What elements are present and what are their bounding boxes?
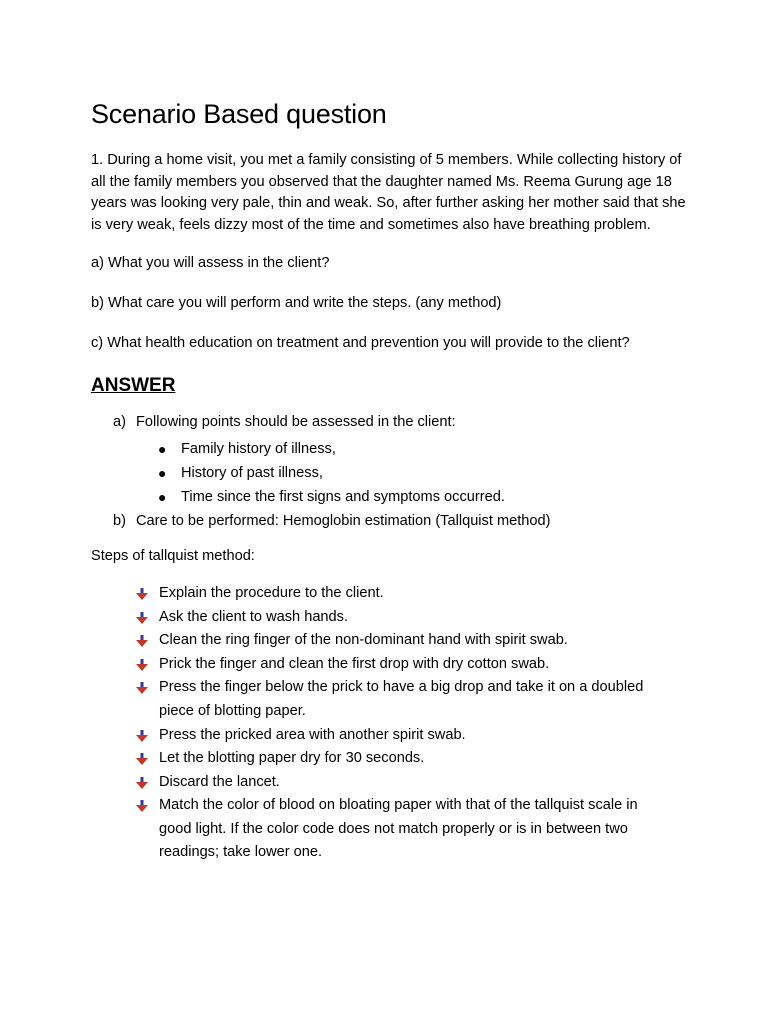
- list-item: [91, 485, 691, 509]
- down-arrow-bullet-icon: [136, 635, 148, 647]
- list-item: [91, 606, 659, 630]
- answer-b-text: Care to be performed: Hemoglobin estimation (Tallquist method): [136, 512, 551, 529]
- question-b: b) What care you will perform and write the steps. (any method): [91, 294, 502, 311]
- list-item: [91, 676, 659, 723]
- list-item: [91, 653, 659, 677]
- answer-a-text: Following points should be assessed in the client:: [136, 414, 456, 431]
- down-arrow-bullet-icon: [136, 659, 148, 671]
- list-item-text: Prick the finger and clean the first drop with dry cotton swab.: [159, 655, 550, 672]
- list-item-text: Match the color of blood on bloating paper with that of the tallquist scale in good light. If the color code does not match properly or is in between two readings; take lower one.: [159, 797, 638, 861]
- list-item-text: Let the blotting paper dry for 30 seconds.: [159, 750, 425, 767]
- list-item-text: Press the pricked area with another spirit swab.: [159, 726, 466, 743]
- down-arrow-bullet-icon: [136, 612, 148, 624]
- list-item-text: Time since the first signs and symptoms occurred.: [181, 488, 505, 505]
- list-item: [91, 582, 659, 606]
- list-item: [91, 794, 659, 865]
- list-item: [91, 629, 659, 653]
- document-page: [91, 96, 691, 865]
- bullet-icon: ●: [158, 440, 167, 457]
- list-item-text: Ask the client to wash hands.: [159, 608, 349, 625]
- list-item-text: Discard the lancet.: [159, 773, 280, 790]
- bullet-icon: ●: [158, 488, 167, 505]
- down-arrow-bullet-icon: [136, 753, 148, 765]
- down-arrow-bullet-icon: [136, 730, 148, 742]
- list-item: [91, 771, 659, 795]
- question-c: c) What health education on treatment and prevention you will provide to the client?: [91, 334, 630, 351]
- assessment-points-list: [91, 437, 691, 509]
- steps-heading: Steps of tallquist method:: [91, 548, 255, 565]
- list-item: [91, 724, 659, 748]
- list-item: [91, 461, 691, 485]
- question-a: a) What you will assess in the client?: [91, 255, 330, 272]
- answer-b-marker: b): [113, 512, 126, 529]
- page-title: Scenario Based question: [91, 99, 387, 129]
- answer-b: [91, 511, 691, 533]
- list-item-text: Explain the procedure to the client.: [159, 584, 384, 601]
- answer-a-marker: a): [113, 414, 126, 431]
- list-item-text: Clean the ring finger of the non-dominant hand with spirit swab.: [159, 632, 568, 649]
- down-arrow-bullet-icon: [136, 682, 148, 694]
- bullet-icon: ●: [158, 464, 167, 481]
- down-arrow-bullet-icon: [136, 800, 148, 812]
- down-arrow-bullet-icon: [136, 777, 148, 789]
- answer-heading: ANSWER: [91, 375, 176, 397]
- list-item: [91, 747, 659, 771]
- answer-a: [91, 412, 691, 434]
- list-item-text: Family history of illness,: [181, 440, 336, 457]
- list-item-text: History of past illness,: [181, 464, 323, 481]
- tallquist-steps-list: [91, 582, 691, 865]
- question-intro: 1. During a home visit, you met a family consisting of 5 members. While collecting history of all the family members you observed that the daughter named Ms. Reema Gurung age 18 years was looking very pale, thin and weak. So, after further asking her mother said that she is very weak, feels dizzy most of the time and sometimes also have breathing problem.: [91, 152, 686, 233]
- down-arrow-bullet-icon: [136, 588, 148, 600]
- list-item: [91, 437, 691, 461]
- list-item-text: Press the finger below the prick to have a big drop and take it on a doubled piece of blotting paper.: [159, 679, 644, 719]
